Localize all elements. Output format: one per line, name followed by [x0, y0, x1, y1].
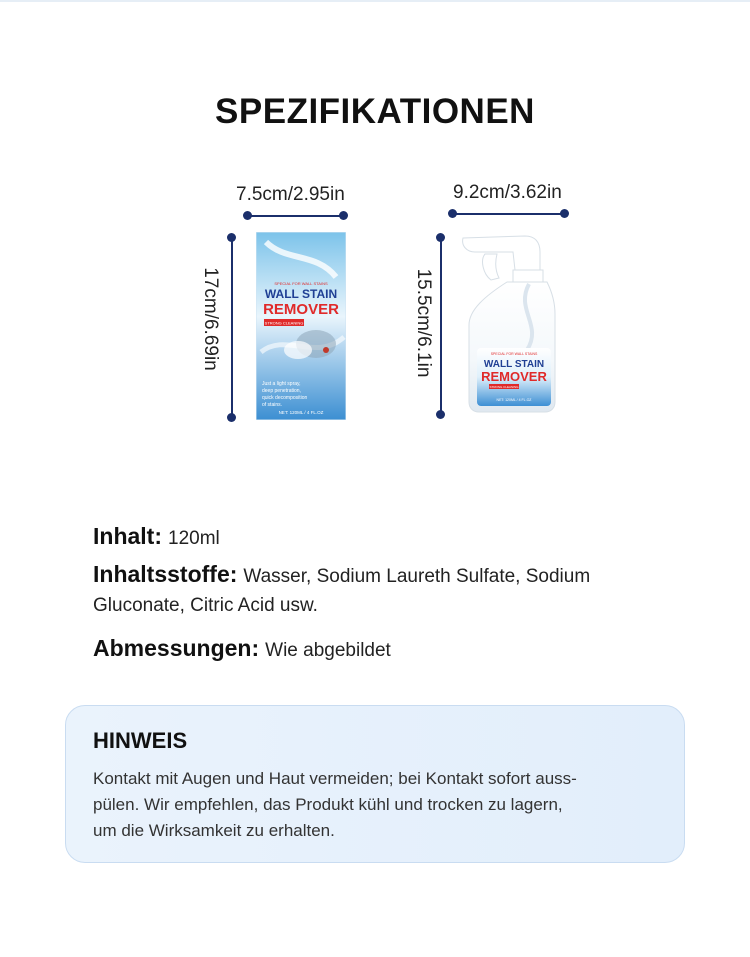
bottle-brand-line1: WALL STAIN	[483, 359, 545, 370]
spec-dimensions-label: Abmessungen:	[93, 635, 260, 661]
spec-ingredients-cont: Gluconate, Citric Acid usw.	[93, 595, 318, 616]
box-brand-line2: REMOVER	[263, 301, 339, 318]
note-title: HINWEIS	[93, 728, 188, 753]
box-width-dot-left	[243, 211, 252, 220]
box-net: NET: 120ML / 4 FL.OZ	[278, 410, 324, 415]
box-top-text: SPECIAL FOR WALL STAINS	[274, 281, 328, 286]
spec-dimensions-value: Wie abgebildet	[265, 640, 391, 661]
bottle-top-text: SPECIAL FOR WALL STAINS	[490, 352, 538, 356]
spec-ingredients-value-line1: Wasser, Sodium Laureth Sulfate, Sodium	[243, 566, 591, 587]
spec-ingredients-label: Inhaltsstoffe:	[93, 561, 238, 587]
spec-content-value: 120ml	[168, 528, 220, 549]
top-divider	[0, 0, 750, 2]
bottle-width-label: 9.2cm/3.62in	[453, 182, 562, 203]
bottle-width-line	[452, 213, 564, 215]
box-height-dot-bottom	[227, 413, 236, 422]
box-desc-2: deep penetration,	[262, 388, 301, 394]
product-box-image	[256, 232, 346, 420]
page-title: SPEZIFIKATIONEN	[215, 92, 535, 131]
box-width-line	[247, 215, 343, 217]
box-brand-line1: WALL STAIN	[264, 287, 338, 301]
box-desc-4: of stains.	[262, 402, 283, 408]
box-desc-1: Just a light spray,	[262, 381, 301, 387]
spec-dimensions	[93, 632, 391, 667]
spec-content-label: Inhalt:	[93, 523, 162, 549]
bottle-brand-line2: REMOVER	[481, 369, 547, 384]
box-height-label: 17cm/6.69in	[200, 267, 221, 371]
note-box	[65, 705, 685, 863]
box-width-dot-right	[339, 211, 348, 220]
note-text	[93, 766, 673, 844]
spec-content	[93, 520, 220, 555]
bottle-net: NET: 120ML / 4 FL.OZ	[496, 398, 532, 402]
bottle-height-dot-top	[436, 233, 445, 242]
box-desc-3: quick decomposition	[262, 395, 308, 401]
bottle-width-dot-right	[560, 209, 569, 218]
box-badge: STRONG CLEANING	[264, 320, 304, 326]
product-bottle-image	[455, 230, 565, 415]
bottle-height-label: 15.5cm/6.1in	[413, 268, 434, 378]
note-line-2: pülen. Wir empfehlen, das Produkt kühl und trocken zu lagern,	[93, 795, 563, 814]
note-line-1: Kontakt mit Augen und Haut vermeiden; bei Kontakt sofort auss-	[93, 769, 577, 788]
box-height-dot-top	[227, 233, 236, 242]
box-width-label: 7.5cm/2.95in	[236, 184, 345, 205]
box-height-line	[231, 237, 233, 418]
bottle-height-line	[440, 237, 442, 415]
bottle-height-dot-bottom	[436, 410, 445, 419]
bottle-badge: STRONG CLEANING	[489, 385, 519, 389]
note-line-3: um die Wirksamkeit zu erhalten.	[93, 821, 335, 840]
bottle-width-dot-left	[448, 209, 457, 218]
spec-ingredients	[93, 558, 590, 593]
